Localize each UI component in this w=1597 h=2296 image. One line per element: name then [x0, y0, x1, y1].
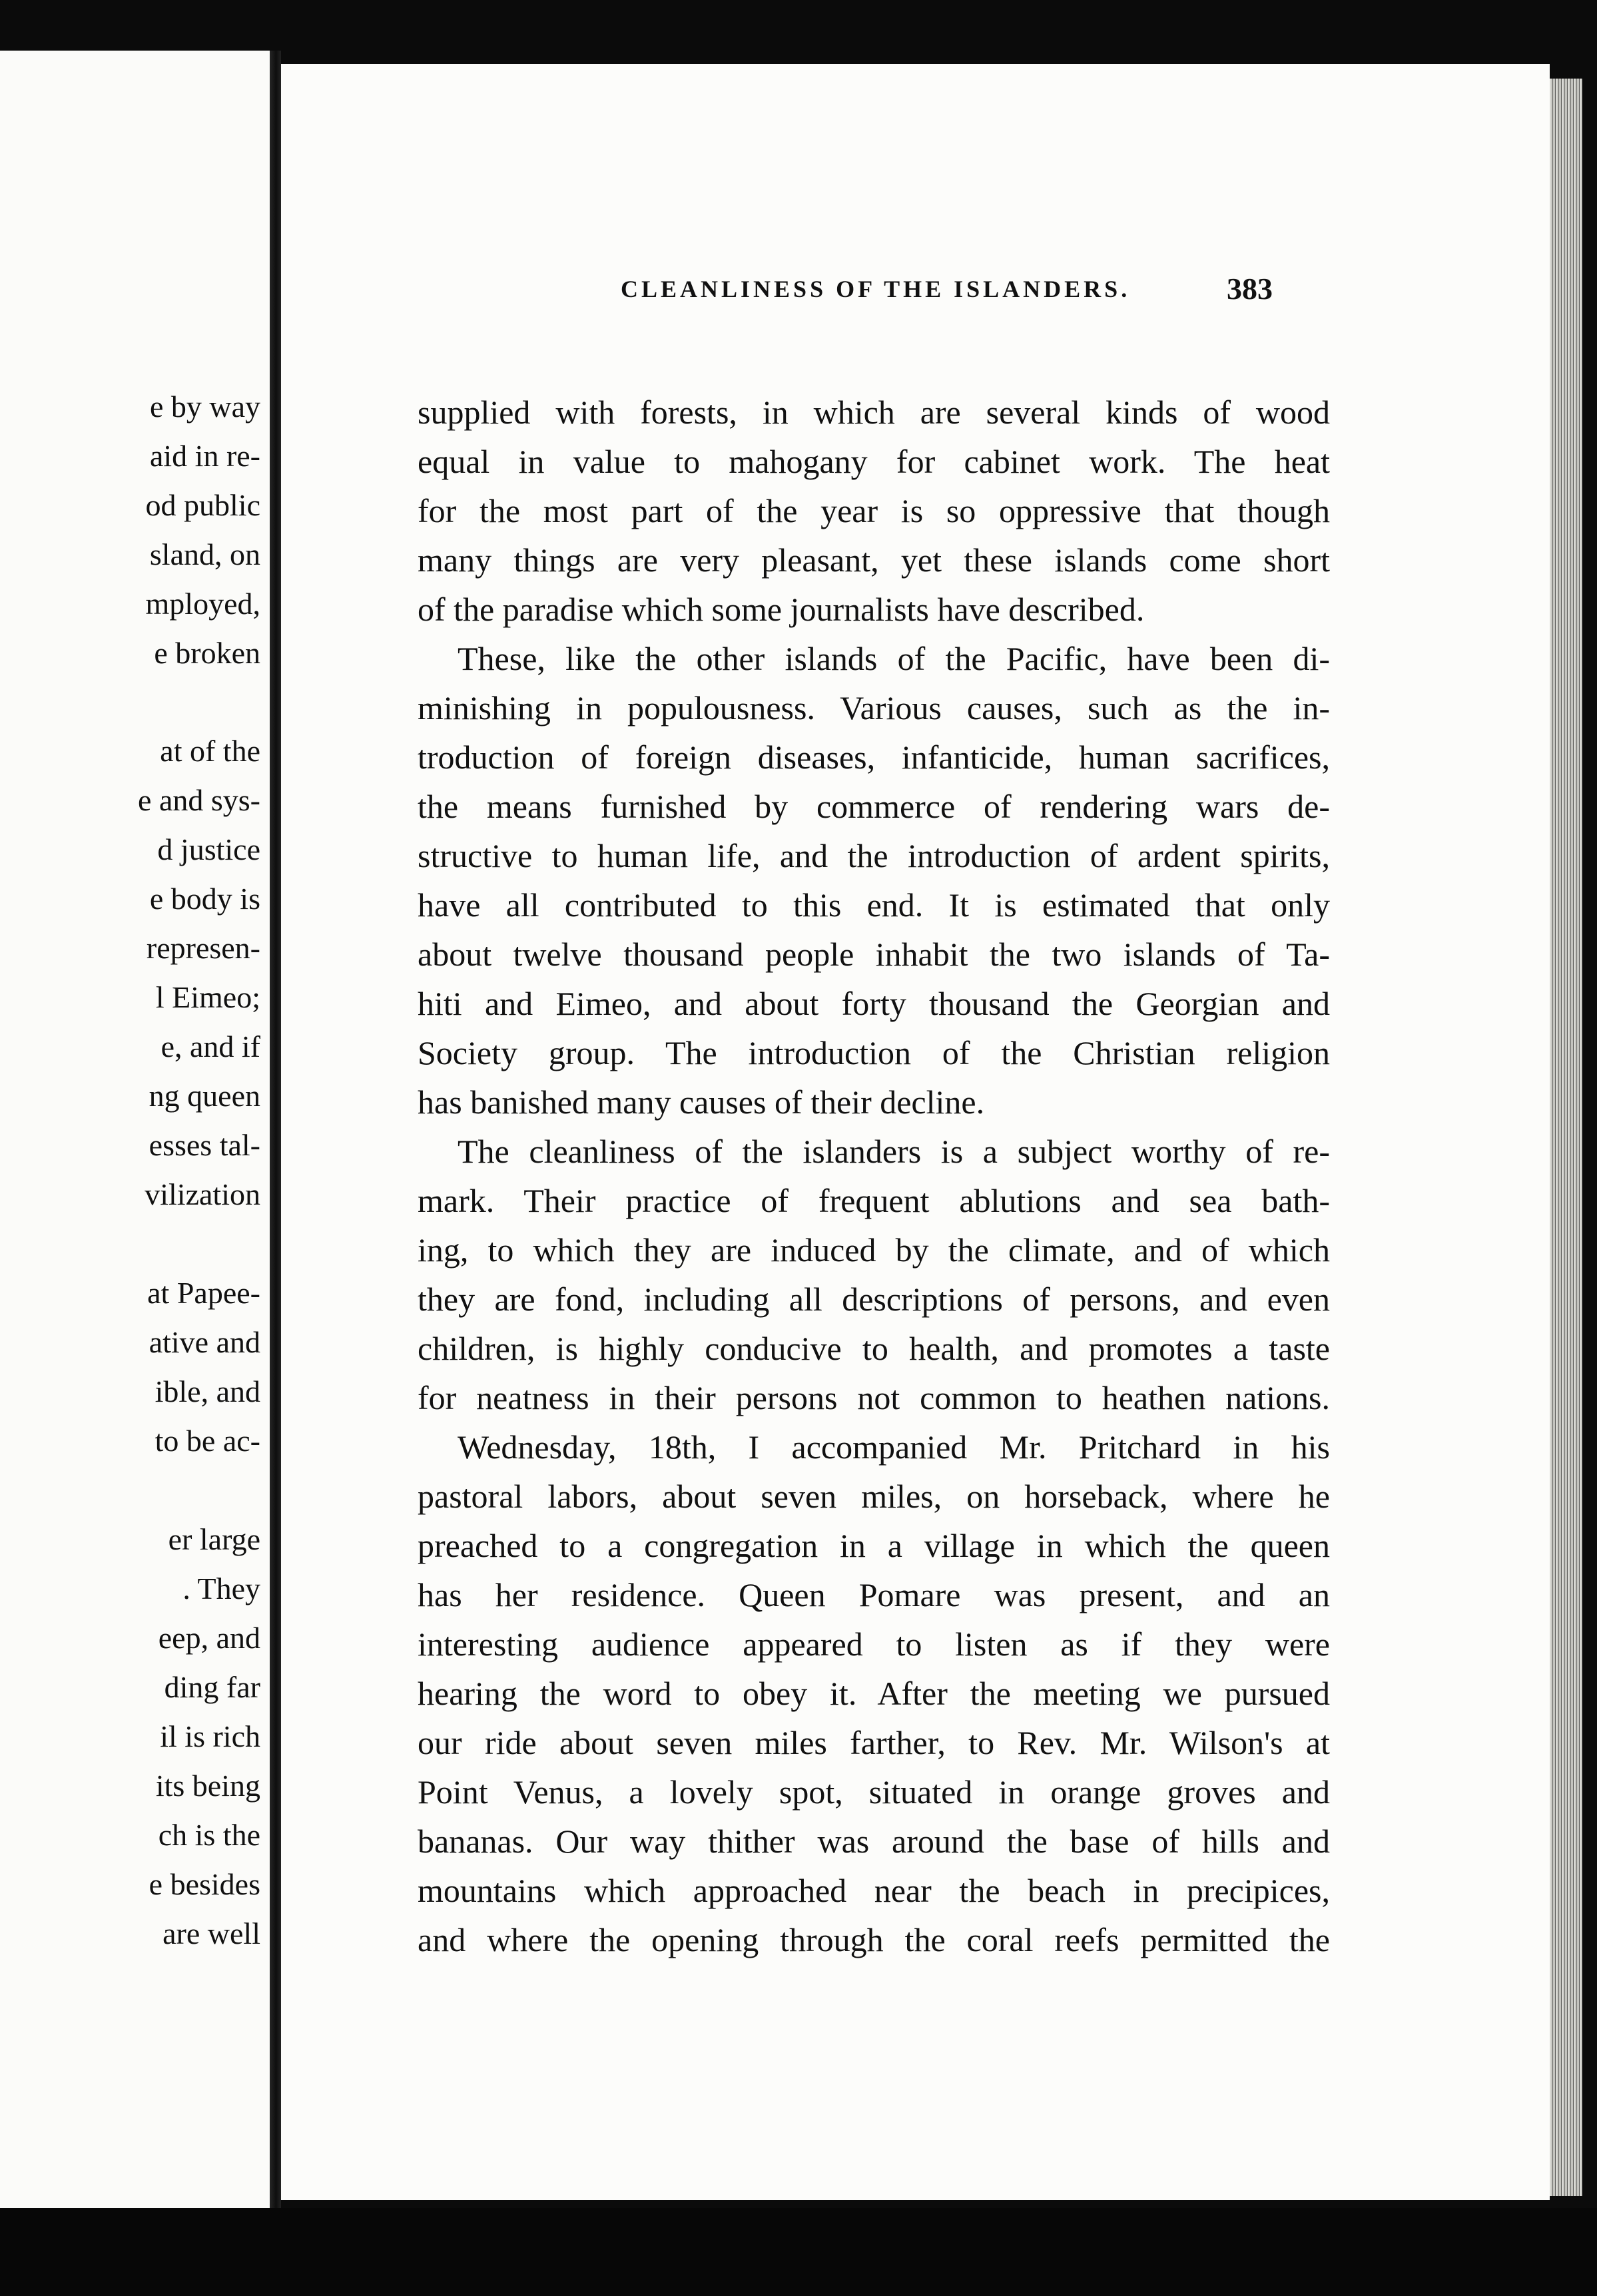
left-fragment: l Eimeo; — [155, 980, 260, 1014]
left-fragment: d justice — [157, 832, 260, 866]
left-fragment: ding far — [164, 1670, 260, 1704]
left-fragment: sland, on — [149, 537, 260, 571]
text-line: These, like the other islands of the Pacific, have been di- — [458, 640, 1330, 677]
text-line: ing, to which they are induced by the climate, and of which — [418, 1231, 1330, 1269]
text-line: pastoral labors, about seven miles, on horseback, where he — [418, 1478, 1330, 1515]
left-fragment: e broken — [154, 636, 260, 670]
text-line: hearing the word to obey it. After the meeting we pursued — [418, 1675, 1330, 1712]
text-line: our ride about seven miles farther, to Rev. Mr. Wilson's at — [418, 1724, 1330, 1761]
page-edge — [1550, 79, 1582, 2196]
left-fragment: at of the — [160, 734, 260, 768]
text-line: mark. Their practice of frequent ablutions and sea bath- — [418, 1182, 1330, 1219]
left-fragment: its being — [155, 1769, 260, 1803]
left-fragment: e and sys- — [138, 783, 260, 817]
left-fragment: represen- — [146, 931, 260, 965]
text-line: preached to a congregation in a village in which the queen — [418, 1527, 1330, 1564]
text-line: Society group. The introduction of the Christian religion — [418, 1034, 1330, 1071]
body-text — [418, 388, 1330, 1964]
left-fragment: ch is the — [158, 1818, 260, 1852]
left-fragment: ible, and — [155, 1374, 260, 1408]
left-fragment: e by way — [149, 390, 260, 424]
text-line: have all contributed to this end. It is estimated that only — [418, 886, 1330, 924]
text-line: Point Venus, a lovely spot, situated in orange groves and — [418, 1773, 1330, 1811]
text-line: bananas. Our way thither was around the base of hills and — [418, 1823, 1330, 1860]
text-line: supplied with forests, in which are several kinds of wood — [418, 394, 1330, 431]
text-line: many things are very pleasant, yet these islands come short — [418, 541, 1330, 579]
book-gutter — [270, 51, 281, 2208]
text-line: minishing in populousness. Various causes, such as the in- — [418, 689, 1330, 726]
left-fragment: il is rich — [160, 1719, 260, 1753]
page-number: 383 — [1227, 272, 1273, 306]
text-line: about twelve thousand people inhabit the two islands of Ta- — [418, 936, 1330, 973]
left-fragment: eep, and — [158, 1621, 260, 1655]
text-line: troduction of foreign diseases, infanticide, human sacrifices, — [418, 738, 1330, 776]
left-fragment: e body is — [149, 882, 260, 916]
text-line: hiti and Eimeo, and about forty thousand the Georgian and — [418, 985, 1330, 1022]
left-page — [0, 51, 270, 2208]
running-title: CLEANLINESS OF THE ISLANDERS. — [621, 276, 1131, 302]
left-fragment: aid in re- — [149, 439, 260, 473]
text-line: has banished many causes of their decline. — [418, 1083, 985, 1121]
text-line: and where the opening through the coral reefs permitted the — [418, 1921, 1330, 1958]
left-fragment: e, and if — [160, 1029, 260, 1063]
text-line: has her residence. Queen Pomare was present, and an — [418, 1576, 1330, 1613]
text-line: structive to human life, and the introduction of ardent spirits, — [418, 837, 1330, 874]
text-line: of the paradise which some journalists have described. — [418, 591, 1145, 628]
text-line: interesting audience appeared to listen as if they were — [418, 1625, 1330, 1663]
left-fragment: esses tal- — [149, 1128, 260, 1162]
text-line: mountains which approached near the beach in precipices, — [418, 1872, 1330, 1909]
left-fragment: to be ac- — [155, 1424, 260, 1458]
text-line: for the most part of the year is so oppressive that though — [418, 492, 1330, 529]
left-fragment: e besides — [149, 1867, 260, 1901]
left-fragment: are well — [162, 1916, 260, 1950]
left-fragment: at Papee- — [147, 1276, 260, 1310]
text-line: children, is highly conducive to health, and promotes a taste — [418, 1330, 1330, 1367]
text-line: the means furnished by commerce of rendering wars de- — [418, 788, 1330, 825]
page-header — [281, 266, 1550, 312]
left-fragment: . They — [182, 1572, 260, 1605]
text-line: they are fond, including all descriptions of persons, and even — [418, 1281, 1330, 1318]
text-line: The cleanliness of the islanders is a subject worthy of re- — [458, 1133, 1330, 1170]
left-fragment: mployed, — [145, 587, 260, 621]
text-line: Wednesday, 18th, I accompanied Mr. Pritchard in his — [458, 1428, 1330, 1466]
left-fragment: ative and — [149, 1325, 260, 1359]
left-fragment: od public — [145, 488, 260, 522]
text-line: equal in value to mahogany for cabinet work. The heat — [418, 443, 1330, 480]
right-page — [281, 64, 1550, 2200]
scan-border — [0, 2208, 1597, 2296]
left-fragment: ng queen — [149, 1079, 260, 1113]
left-fragment: er large — [168, 1522, 260, 1556]
text-line: for neatness in their persons not common to heathen nations. — [418, 1379, 1330, 1416]
left-fragment: vilization — [145, 1177, 260, 1211]
